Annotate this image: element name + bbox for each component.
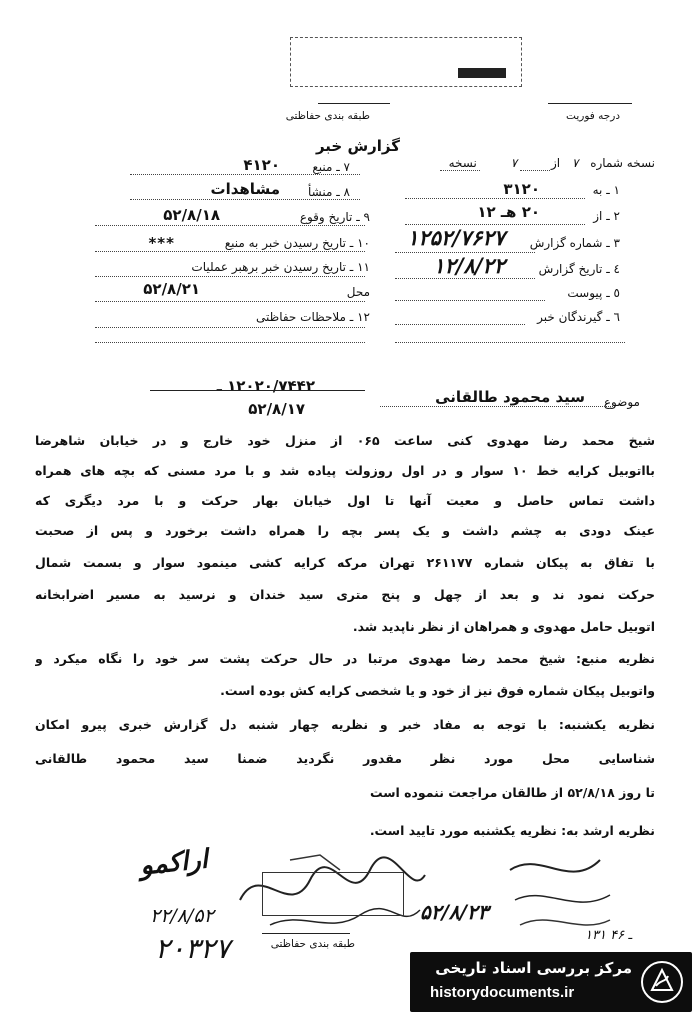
field-value: ۱۲۵۲/۷۶۲۷ <box>407 225 505 250</box>
reference-number: ۱۲۰۲۰/۷۴۴۲ ـ <box>216 377 315 395</box>
body-line: نظریه منبع: شیخ محمد رضا مهدوی مرتبا در حال حرکت پشت سر خود را نگاه میکرد و <box>35 651 655 666</box>
body-line: اتوبیل حامل مهدوی و همراهان از نظر ناپدید شد. <box>352 619 655 634</box>
field-value: *** <box>148 234 175 252</box>
body-line: بااتوبیل کرایه خط ۱۰ سوار و در اول روزولت پیاده شد و با مرد مسنی که بچه های همراه <box>35 463 655 478</box>
handwritten-number-left: ۲۰۳۲۷ <box>155 932 231 965</box>
body-line: شناسایی محل مورد نظر مقدور نگردید ضمنا سید محمود طالقانی <box>35 751 655 766</box>
field-label: ۱۱ ـ تاریخ رسیدن خبر برهبر عملیات <box>191 260 370 274</box>
field-label: محل <box>346 285 370 299</box>
field-label: ۲ ـ از <box>593 209 620 223</box>
body-line: نظریه یکشنبه: با توجه به مفاد خبر و نظریه چهار شنبه دل گزارش خبری پیرو امکان <box>35 717 655 732</box>
body-line: حرکت نمود ند و بعد از چهل و پنج متری سید خندان و نرسید به مسیر اضرابخانه <box>35 587 655 602</box>
subject-value: سید محمود طالقانی <box>435 388 585 406</box>
body-line: شیخ محمد رضا مهدوی کنی ساعت ۰۶۵ از منزل خود خارج و در خیابان شاهرضا <box>35 433 655 448</box>
field-value: ۵۲/۸/۲۱ <box>143 280 200 298</box>
signature-left: اراکمو <box>138 844 210 882</box>
watermark-banner <box>410 952 692 1012</box>
field-value: ۳۱۲۰ <box>503 180 540 198</box>
urgency-label: درجه فوریت <box>566 110 620 122</box>
page-title: گزارش خبر <box>315 137 400 155</box>
watermark-url: historydocuments.ir <box>430 984 575 1001</box>
handwritten-date-right: ۵۲/۸/۲۳ <box>420 900 489 924</box>
body-line: تا روز ۵۲/۸/۱۸ از طالقان مراجعت ننموده است <box>369 785 655 800</box>
field-value: ۲۰ هـ ۱۲ <box>477 203 540 221</box>
field-value: ۴۱۲۰ <box>243 156 280 174</box>
reference-date: ۵۲/۸/۱۷ <box>248 400 305 418</box>
classification-line <box>318 103 390 104</box>
field-label: ۸ ـ منشأ <box>307 185 350 199</box>
handwritten-date-left: ۲۲/۸/۵۲ <box>150 905 214 927</box>
field-label: ۱ ـ به <box>592 183 620 197</box>
footer-classification-line <box>262 933 350 934</box>
signature-scribble-icon <box>500 840 620 940</box>
body-line: نظریه ارشد به: نظریه یکشنبه مورد تایید است. <box>369 823 655 838</box>
body-line: واتوبیل پیکان شماره فوق نیز از خود و یا شخصی کرایه کش بوده است. <box>220 683 655 698</box>
subject-label: موضوع <box>603 395 640 409</box>
handwritten-code-right: ۱۳۱ ـ ۴۶ <box>585 928 633 943</box>
urgency-line <box>548 103 632 104</box>
copy-no-label: نسخه شماره <box>590 156 655 170</box>
copy-no-value: ۷ <box>571 156 579 170</box>
field-label: ٦ ـ گیرندگان خبر <box>537 310 620 324</box>
footer-classification-label: طبقه بندی حفاظتی <box>270 938 355 950</box>
field-label: ۹ ـ تاریخ وقوع <box>299 210 370 224</box>
reference-stamp <box>262 872 404 916</box>
watermark-name: مرکز بررسی اسناد تاریخی <box>435 959 632 977</box>
field-label: ۷ ـ منبع <box>312 160 350 174</box>
field-value: ۵۲/۸/۱۸ <box>163 206 220 224</box>
body-line: عینک دودی به چشم داشت و یک پسر بچه را همراه داشت برخورد و پس از صحبت <box>35 523 655 538</box>
field-label: ٤ ـ تاریخ گزارش <box>538 262 620 276</box>
field-value: ۱۲/۸/۲۲ <box>433 253 505 278</box>
classification-stamp-fill <box>458 68 506 78</box>
copy-line <box>449 156 655 170</box>
copy-of-value: ۷ <box>510 156 518 170</box>
body-line: داشت تماس حاصل و معیت آنها تا اول خیابان بهار حرکت و با مرد دیگری که <box>35 493 655 508</box>
copy-word: نسخه <box>448 156 477 170</box>
classification-label: طبقه بندی حفاظتی <box>285 110 370 122</box>
field-label: ۱۲ ـ ملاحظات حفاظتی <box>256 310 370 324</box>
field-label: ۱۰ ـ تاریخ رسیدن خبر به منبع <box>224 236 370 250</box>
classification-stamp-box <box>290 37 522 87</box>
field-label: ٥ ـ پیوست <box>567 286 620 300</box>
watermark-logo-icon <box>640 960 684 1004</box>
field-label: ۳ ـ شماره گزارش <box>529 236 620 250</box>
body-line: با تفاق به پیکان شماره ۲۶۱۱۷۷ تهران مرکه کرایه کشی مینمود سوار و بسمت شمال <box>35 555 655 570</box>
field-value: مشاهدات <box>210 180 280 198</box>
copy-of-label: از <box>550 156 561 170</box>
